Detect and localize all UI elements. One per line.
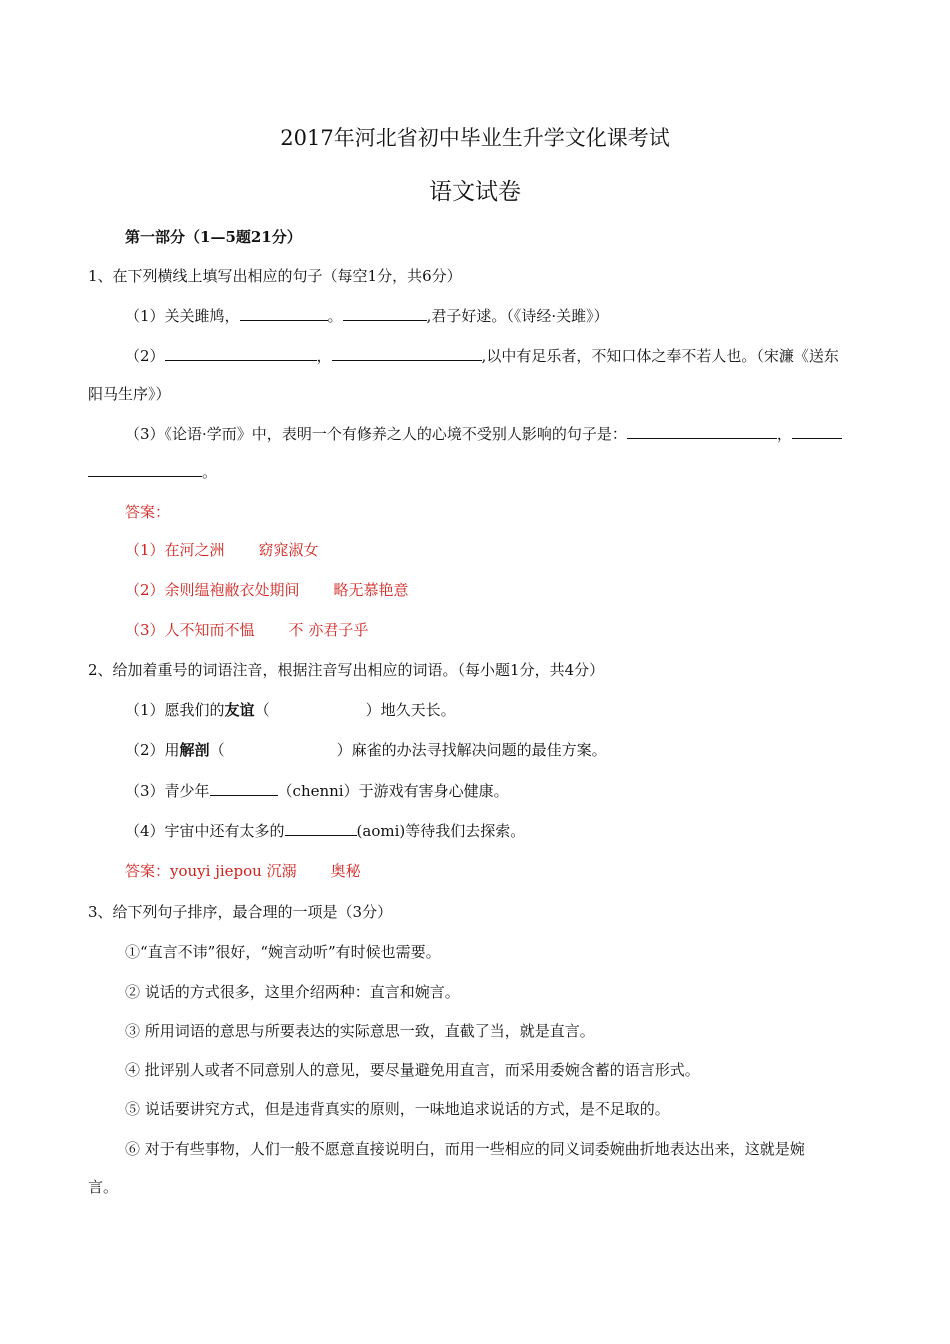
q1-answer-3-a: （3）人不知而不愠 — [125, 621, 255, 639]
q2-stem: 2、给加着重号的词语注音，根据注音写出相应的词语。（每小题1分，共4分） — [88, 661, 605, 679]
answer-blank[interactable] — [165, 346, 317, 361]
q3-sentence-2: ② 说话的方式很多，这里介绍两种：直言和婉言。 — [125, 983, 460, 1001]
q1-item-2-text-b: ， — [316, 347, 332, 365]
q2-item-4-text-b: (aomi)等待我们去探索。 — [356, 822, 526, 840]
q3-sentence-3: ③ 所用词语的意思与所要表达的实际意思一致，直截了当，就是直言。 — [125, 1022, 595, 1040]
q3-sentence-6: ⑥ 对于有些事物，人们一般不愿意直接说明白，而用一些相应的同义词委婉曲折地表达出来，这就是婉 — [125, 1140, 805, 1158]
q2-item-2 — [125, 740, 607, 760]
q3-stem: 3、给下列句子排序，最合理的一项是（3分） — [88, 903, 393, 921]
q1-answer-2-a: （2）余则缊袍敝衣处期间 — [125, 581, 300, 599]
q2-item-3-text-b: （chenni）于游戏有害身心健康。 — [277, 782, 509, 800]
q1-answer-3 — [125, 620, 368, 640]
q1-item-2-text-c: ,以中有足乐者，不知口体之奉不若人也。（宋濂《送东 — [481, 347, 839, 365]
q2-item-4 — [125, 821, 525, 841]
q1-item-3 — [125, 424, 842, 444]
q2-item-1-text-a: （1）愿我们的 — [125, 701, 225, 719]
q2-item-3 — [125, 781, 509, 801]
q3-sentence-4: ④ 批评别人或者不同意别人的意见，要尽量避免用直言，而采用委婉含蓄的语言形式。 — [125, 1061, 700, 1079]
q1-answer-3-b: 不 亦君子乎 — [288, 621, 369, 639]
answer-blank[interactable] — [240, 306, 328, 321]
answer-blank[interactable] — [332, 346, 482, 361]
q1-item-2-text-a: （2） — [125, 347, 165, 365]
q2-item-2-text-b: （ — [209, 741, 225, 759]
part-heading: 第一部分（1—5题21分） — [125, 228, 302, 246]
q2-answer-b: 奥秘 — [330, 862, 361, 880]
q2-item-4-text-a: （4）宇宙中还有太多的 — [125, 822, 285, 840]
answer-blank[interactable] — [343, 306, 427, 321]
q1-answer-label: 答案： — [125, 503, 171, 521]
q2-item-1-text-c: ）地久天长。 — [365, 701, 456, 719]
emphasized-word: 解剖 — [179, 741, 210, 759]
q3-sentence-1: ①“直言不讳”很好，“婉言动听”有时候也需要。 — [125, 943, 441, 961]
q3-sentence-6-cont: 言。 — [88, 1178, 119, 1196]
q2-item-3-text-a: （3）青少年 — [125, 782, 210, 800]
q1-answer-1-a: （1）在河之洲 — [125, 541, 225, 559]
q2-answer-a: 答案：youyi jiepou 沉溺 — [125, 862, 297, 880]
q1-item-1-text-c: ,君子好逑。（《诗经·关雎》） — [426, 307, 609, 325]
q1-item-1-text-b: 。 — [327, 307, 343, 325]
emphasized-word: 友谊 — [224, 701, 255, 719]
q1-item-3-text-c: 。 — [202, 463, 218, 481]
exam-subtitle: 语文试卷 — [429, 179, 521, 205]
answer-blank[interactable] — [210, 781, 278, 796]
q2-item-1-text-b: （ — [254, 701, 270, 719]
q1-answer-1 — [125, 540, 319, 560]
q1-item-2-cont: 阳马生序》） — [88, 385, 171, 403]
q2-answer — [125, 861, 361, 881]
answer-blank[interactable] — [627, 424, 777, 439]
q1-stem: 1、在下列横线上填写出相应的句子（每空1分，共6分） — [88, 267, 462, 285]
exam-title: 2017年河北省初中毕业生升学文化课考试 — [280, 126, 670, 150]
q1-item-3-cont — [88, 462, 217, 482]
q3-sentence-5: ⑤ 说话要讲究方式，但是违背真实的原则，一味地追求说话的方式，是不足取的。 — [125, 1100, 670, 1118]
q1-item-1-text-a: （1）关关雎鸠， — [125, 307, 240, 325]
answer-blank[interactable] — [88, 462, 202, 477]
q2-item-1 — [125, 700, 456, 720]
answer-blank[interactable] — [285, 821, 357, 836]
q1-answer-2-b: 略无慕艳意 — [333, 581, 409, 599]
q2-item-2-text-a: （2）用 — [125, 741, 180, 759]
q1-answer-2 — [125, 580, 409, 600]
q1-item-1 — [125, 306, 609, 326]
q1-item-3-text-b: ， — [776, 425, 792, 443]
answer-blank[interactable] — [792, 424, 842, 439]
q1-item-3-text-a: （3）《论语·学而》中，表明一个有修养之人的心境不受别人影响的句子是： — [125, 425, 627, 443]
q1-answer-1-b: 窈窕淑女 — [258, 541, 319, 559]
q2-item-2-text-c: ）麻雀的办法寻找解决问题的最佳方案。 — [336, 741, 607, 759]
q1-item-2 — [125, 346, 839, 366]
